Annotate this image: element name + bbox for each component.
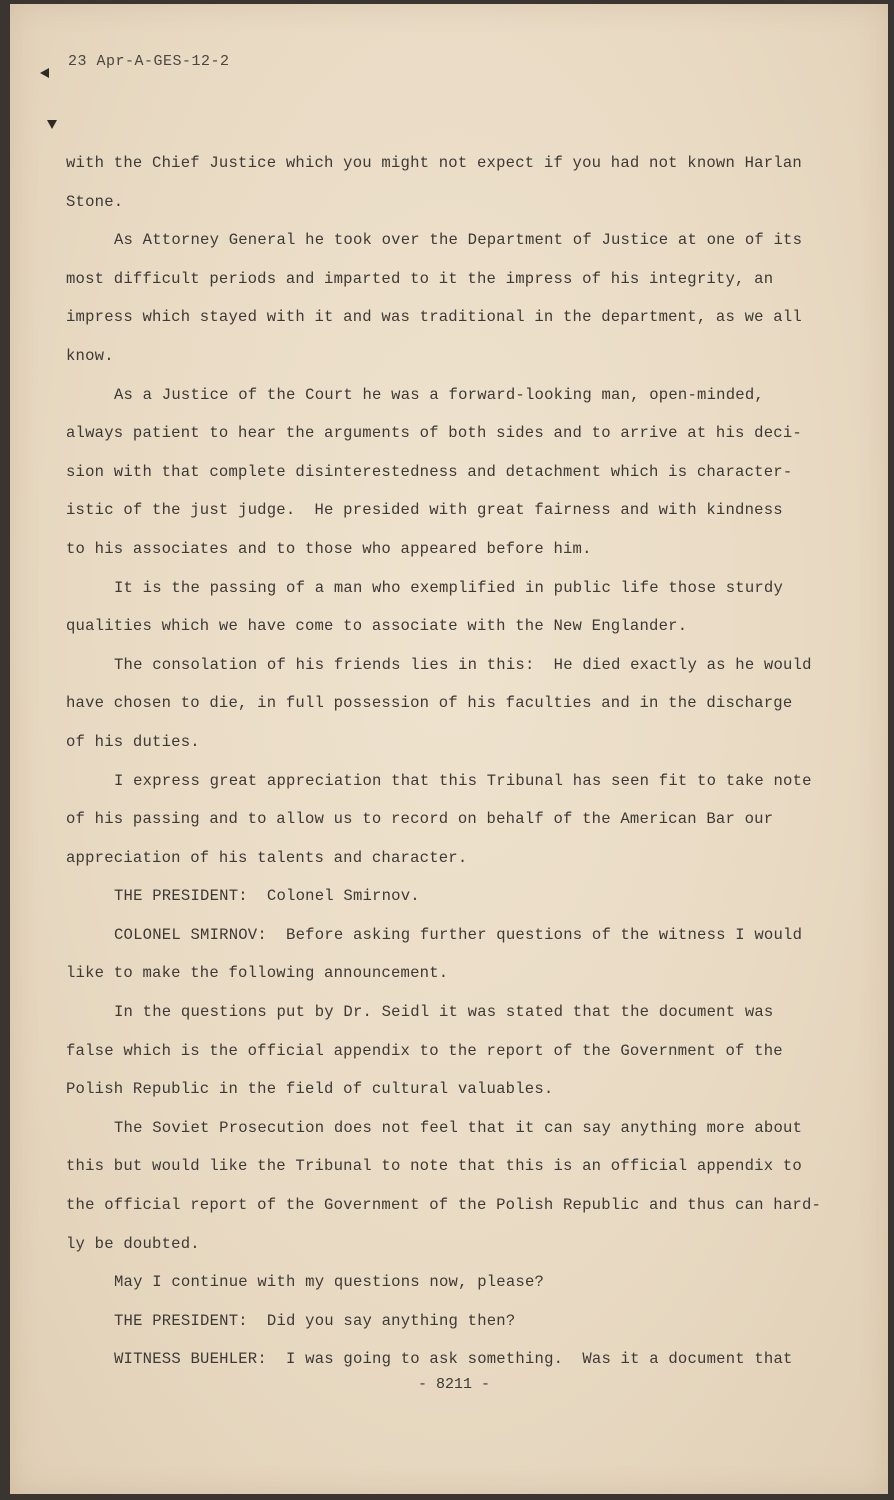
transcript-line: this but would like the Tribunal to note that this is an official appendix to (66, 1157, 802, 1176)
document-reference: 23 Apr-A-GES-12-2 (68, 53, 230, 70)
transcript-line: sion with that complete disinterestedness and detachment which is character- (66, 462, 793, 481)
transcript-line: The consolation of his friends lies in this: He died exactly as he would (114, 655, 812, 674)
transcript-line: Polish Republic in the field of cultural valuables. (66, 1080, 554, 1099)
transcript-line: appreciation of his talents and character. (66, 848, 468, 867)
transcript-line: like to make the following announcement. (66, 964, 449, 983)
transcript-line: WITNESS BUEHLER: I was going to ask something. Was it a document that (114, 1350, 793, 1369)
transcript-line: It is the passing of a man who exemplified in public life those sturdy (114, 578, 784, 597)
transcript-line: THE PRESIDENT: Did you say anything then? (114, 1311, 516, 1330)
transcript-line: The Soviet Prosecution does not feel that it can say anything more about (114, 1118, 803, 1137)
transcript-line: As Attorney General he took over the Department of Justice at one of its (114, 231, 803, 250)
transcript-line: false which is the official appendix to the report of the Government of the (66, 1041, 783, 1060)
down-arrow-marker-icon (47, 120, 57, 129)
transcript-line: Stone. (66, 192, 124, 211)
transcript-line: most difficult periods and imparted to it the impress of his integrity, an (66, 269, 774, 288)
transcript-line: COLONEL SMIRNOV: Before asking further questions of the witness I would (114, 925, 803, 944)
transcript-line: In the questions put by Dr. Seidl it was stated that the document was (114, 1003, 774, 1022)
transcript-line: THE PRESIDENT: Colonel Smirnov. (114, 887, 420, 906)
transcript-line: always patient to hear the arguments of both sides and to arrive at his deci- (66, 424, 802, 443)
document-page (10, 4, 888, 1494)
transcript-line: know. (66, 346, 114, 365)
transcript-line: the official report of the Government of the Polish Republic and thus can hard- (66, 1196, 822, 1215)
transcript-line: impress which stayed with it and was traditional in the department, as we all (66, 308, 802, 327)
transcript-line: with the Chief Justice which you might not expect if you had not known Harlan (66, 154, 802, 172)
transcript-line: of his passing and to allow us to record on behalf of the American Bar our (66, 810, 774, 829)
transcript-line: to his associates and to those who appeared before him. (66, 539, 592, 558)
left-arrow-marker-icon (40, 68, 49, 78)
transcript-line: qualities which we have come to associate with the New Englander. (66, 617, 688, 636)
page-number: - 8211 - (417, 1376, 490, 1393)
transcript-line: have chosen to die, in full possession of his faculties and in the discharge (66, 694, 793, 713)
transcript-line: I express great appreciation that this Tribunal has seen fit to take note (114, 771, 812, 790)
transcript-line: of his duties. (66, 732, 200, 751)
transcript-line: As a Justice of the Court he was a forward-looking man, open-minded, (114, 385, 764, 404)
transcript-line: istic of the just judge. He presided with great fairness and with kindness (66, 501, 783, 520)
transcript-body (10, 144, 888, 1379)
transcript-line: ly be doubted. (66, 1234, 200, 1253)
transcript-line: May I continue with my questions now, please? (114, 1273, 545, 1292)
